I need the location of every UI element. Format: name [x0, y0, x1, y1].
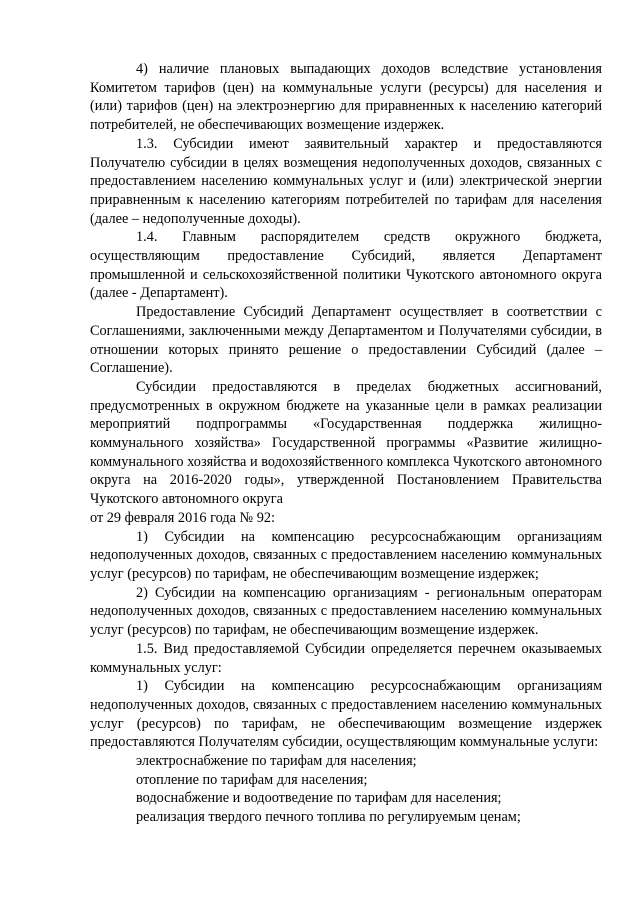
paragraph-subsidy-1-services: 1) Субсидии на компенсацию ресурсоснабжающим организациям недополученных доходов, связанных с предоставлением населению коммунальных услуг (ресурсов) по тарифам, не обеспечивающим возмещение издержек предоставляются Получателям субсидии, осуществляющим коммунальные услуги: [90, 678, 602, 751]
paragraph-subsidy-1: 1) Субсидии на компенсацию ресурсоснабжающим организациям недополученных доходов, связанных с предоставлением населению коммунальных услуг (ресурсов) по тарифам, не обеспечивающим возмещение издержек; [90, 528, 602, 582]
paragraph-decree-date: от 29 февраля 2016 года № 92: [90, 509, 276, 526]
paragraph-1-4: 1.4. Главным распорядителем средств окружного бюджета, осуществляющим предоставление Субсидий, является Департамент промышленной и сельскохозяйственной политики Чукотского автономного округа (далее - Департамент). [90, 229, 602, 302]
paragraph-item-4: 4) наличие плановых выпадающих доходов вследствие установления Комитетом тарифов (цен) на коммунальные услуги (ресурсы) для населения и (или) тарифов (цен) на электроэнергию для приравненных к населению категорий потребителей, не обеспечивающих возмещение издержек. [90, 61, 602, 134]
service-item-water: водоснабжение и водоотведение по тарифам для населения; [136, 790, 502, 807]
document-page [90, 60, 602, 827]
service-item-electricity: электроснабжение по тарифам для населения; [136, 753, 417, 770]
service-item-fuel: реализация твердого печного топлива по регулируемым ценам; [136, 809, 521, 826]
paragraph-1-5: 1.5. Вид предоставляемой Субсидии определяется перечнем оказываемых коммунальных услуг: [90, 640, 602, 676]
paragraph-1-3: 1.3. Субсидии имеют заявительный характер и предоставляются Получателю субсидии в целях возмещения недополученных доходов, связанных с предоставлением населению коммунальных услуг и (или) электрической энергии приравненным к населению категориям потребителей по тарифам для населения (далее – недополученные доходы). [90, 135, 602, 227]
paragraph-budget: Субсидии предоставляются в пределах бюджетных ассигнований, предусмотренных в окружном бюджете на указанные цели в рамках реализации мероприятий подпрограммы «Государственная поддержка жилищно-коммунального хозяйства» Государственной программы «Развитие жилищно-коммунального хозяйства и водохозяйственного комплекса Чукотского автономного округа на 2016-2020 годы», утвержденной Постановлением Правительства Чукотского автономного округа [90, 378, 602, 508]
paragraph-agreement: Предоставление Субсидий Департамент осуществляет в соответствии с Соглашениями, заключенными между Департаментом и Получателями субсидии, в отношении которых принято решение о предоставлении Субсидий (далее – Соглашение). [90, 304, 602, 377]
service-item-heating: отопление по тарифам для населения; [136, 771, 368, 788]
paragraph-subsidy-2: 2) Субсидии на компенсацию организациям - региональным операторам недополученных доходов, связанных с предоставлением населению коммунальных услуг (ресурсов) по тарифам, не обеспечивающим возмещение издержек. [90, 584, 602, 639]
